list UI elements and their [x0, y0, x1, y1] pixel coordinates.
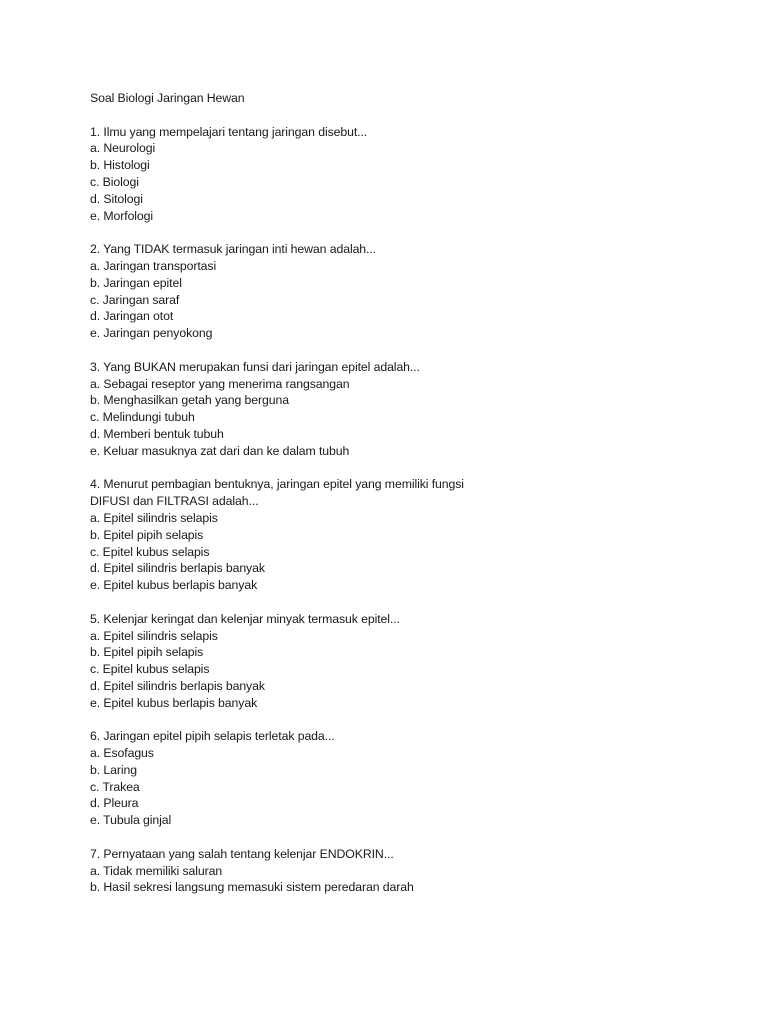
option-b: b. Jaringan epitel [90, 275, 182, 290]
question-3 [90, 359, 710, 460]
option-a: a. Jaringan transportasi [90, 258, 217, 273]
option-e: e. Epitel kubus berlapis banyak [90, 695, 258, 710]
option-d: d. Pleura [90, 796, 139, 811]
option-e: e. Morfologi [90, 208, 154, 223]
option-a: a. Tidak memiliki saluran [90, 863, 223, 878]
option-a: a. Neurologi [90, 141, 156, 156]
option-a: a. Sebagai reseptor yang menerima rangsangan [90, 376, 350, 391]
option-b: b. Epitel pipih selapis [90, 527, 204, 542]
option-c: c. Epitel kubus selapis [90, 662, 210, 677]
question-text: 2. Yang TIDAK termasuk jaringan inti hewan adalah... [90, 242, 376, 257]
option-b: b. Hasil sekresi langsung memasuki sistem peredaran darah [90, 880, 414, 895]
document-content [90, 90, 710, 913]
option-a: a. Esofagus [90, 746, 154, 761]
option-e: e. Epitel kubus berlapis banyak [90, 578, 258, 593]
option-e: e. Keluar masuknya zat dari dan ke dalam tubuh [90, 443, 350, 458]
option-c: c. Melindungi tubuh [90, 410, 195, 425]
option-b: b. Menghasilkan getah yang berguna [90, 393, 289, 408]
question-text: 5. Kelenjar keringat dan kelenjar minyak termasuk epitel... [90, 611, 400, 626]
option-d: d. Epitel silindris berlapis banyak [90, 561, 265, 576]
option-e: e. Tubula ginjal [90, 813, 172, 828]
option-b: b. Epitel pipih selapis [90, 645, 204, 660]
option-d: d. Epitel silindris berlapis banyak [90, 678, 265, 693]
question-5 [90, 611, 710, 712]
option-c: c. Trakea [90, 779, 140, 794]
question-7 [90, 846, 710, 896]
option-c: c. Epitel kubus selapis [90, 544, 210, 559]
option-b: b. Laring [90, 762, 137, 777]
question-text: 4. Menurut pembagian bentuknya, jaringan epitel yang memiliki fungsi DIFUSI dan FILTRASI adalah... [90, 477, 468, 509]
option-d: d. Memberi bentuk tubuh [90, 426, 224, 441]
option-d: d. Jaringan otot [90, 309, 174, 324]
question-text: 6. Jaringan epitel pipih selapis terletak pada... [90, 729, 335, 744]
option-c: c. Jaringan saraf [90, 292, 180, 307]
question-text: 7. Pernyataan yang salah tentang kelenjar ENDOKRIN... [90, 846, 394, 861]
question-2 [90, 241, 710, 342]
option-e: e. Jaringan penyokong [90, 326, 213, 341]
option-a: a. Epitel silindris selapis [90, 628, 218, 643]
option-b: b. Histologi [90, 158, 150, 173]
question-4 [90, 476, 710, 594]
document-title: Soal Biologi Jaringan Hewan [90, 91, 245, 105]
option-d: d. Sitologi [90, 191, 143, 206]
question-6 [90, 728, 710, 829]
option-a: a. Epitel silindris selapis [90, 510, 218, 525]
option-c: c. Biologi [90, 174, 139, 189]
question-text: 1. Ilmu yang mempelajari tentang jaringan disebut... [90, 124, 368, 139]
question-text: 3. Yang BUKAN merupakan funsi dari jaringan epitel adalah... [90, 359, 420, 374]
question-1 [90, 124, 710, 225]
